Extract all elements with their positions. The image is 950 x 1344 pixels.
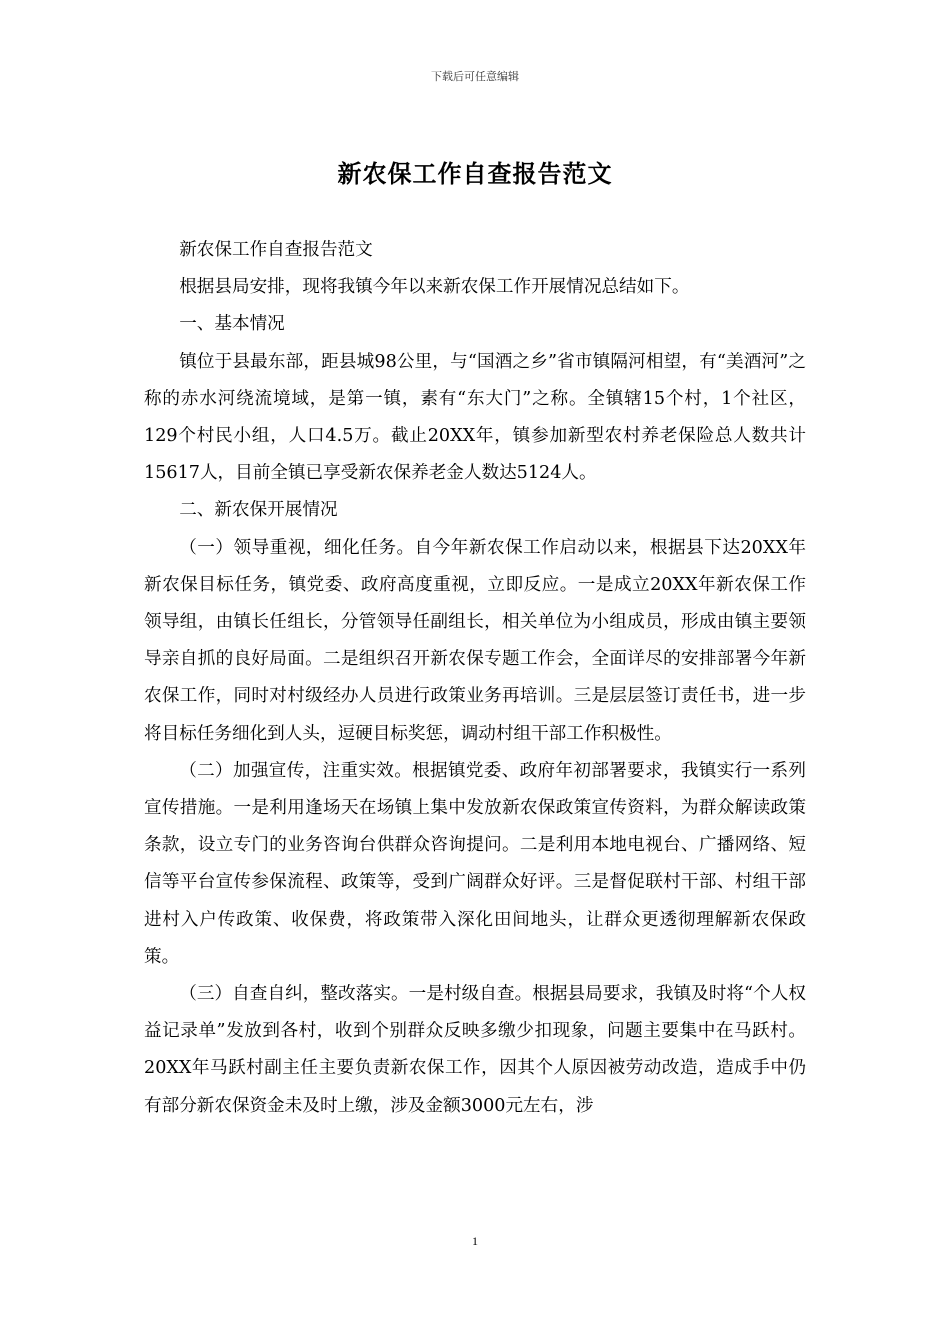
page-number: 1 (472, 1234, 478, 1248)
paragraph-subtitle: 新农保工作自查报告范文 (179, 240, 373, 260)
paragraph-publicity: （二）加强宣传，注重实效。根据镇党委、政府年初部署要求，我镇实行一系列宣传措施。一是利用逢场天在场镇上集中发放新农保政策宣传资料，为群众解读政策条款，设立专门的业务咨询台供群众咨询提问。二是利用本地电视台、广播网络、短信等平台宣传参保流程、政策等，受到广阔群众好评。三是督促联村干部、村组干部进村入户传政策、收保费，将政策带入深化田间地头，让群众更透彻理解新农保政策。 (144, 760, 806, 967)
paragraph-basic-info: 镇位于县最东部，距县城98公里，与“国酒之乡”省市镇隔河相望，有“美酒河”之称的赤水河绕流境域，是第一镇，素有“东大门”之称。全镇辖15个村，1个社区，129个村民小组，人口4.5万。截止20XX年，镇参加新型农村养老保险总人数共计15617人，目前全镇已享受新农保养老金人数达5124人。 (144, 351, 806, 484)
paragraph-self-check: （三）自查自纠，整改落实。一是村级自查。根据县局要求，我镇及时将“个人权益记录单”发放到各村，收到个别群众反映多缴少扣现象，问题主要集中在马跃村。20XX年马跃村副主任主要负责新农保工作，因其个人原因被劳动改造，造成手中仍有部分新农保资金未及时上缴，涉及金额3000元左右，涉 (144, 984, 806, 1116)
paragraph-leadership: （一）领导重视，细化任务。自今年新农保工作启动以来，根据县下达20XX年新农保目标任务，镇党委、政府高度重视，立即反应。一是成立20XX年新农保工作领导组，由镇长任组长，分管领导任副组长，相关单位为小组成员，形成由镇主要领导亲自抓的良好局面。二是组织召开新农保专题工作会，全面详尽的安排部署今年新农保工作，同时对村级经办人员进行政策业务再培训。三是层层签订责任书，进一步将目标任务细化到人头，逗硬目标奖惩，调动村组干部工作积极性。 (144, 537, 806, 744)
paragraph-intro: 根据县局安排，现将我镇今年以来新农保工作开展情况总结如下。 (179, 277, 690, 298)
section-heading-progress: 二、新农保开展情况 (179, 500, 338, 521)
page-header: 下载后可任意编辑 (431, 70, 519, 83)
document-body (144, 232, 806, 1125)
document-title: 新农保工作自查报告范文 (337, 159, 613, 188)
section-heading-basic: 一、基本情况 (179, 314, 285, 335)
